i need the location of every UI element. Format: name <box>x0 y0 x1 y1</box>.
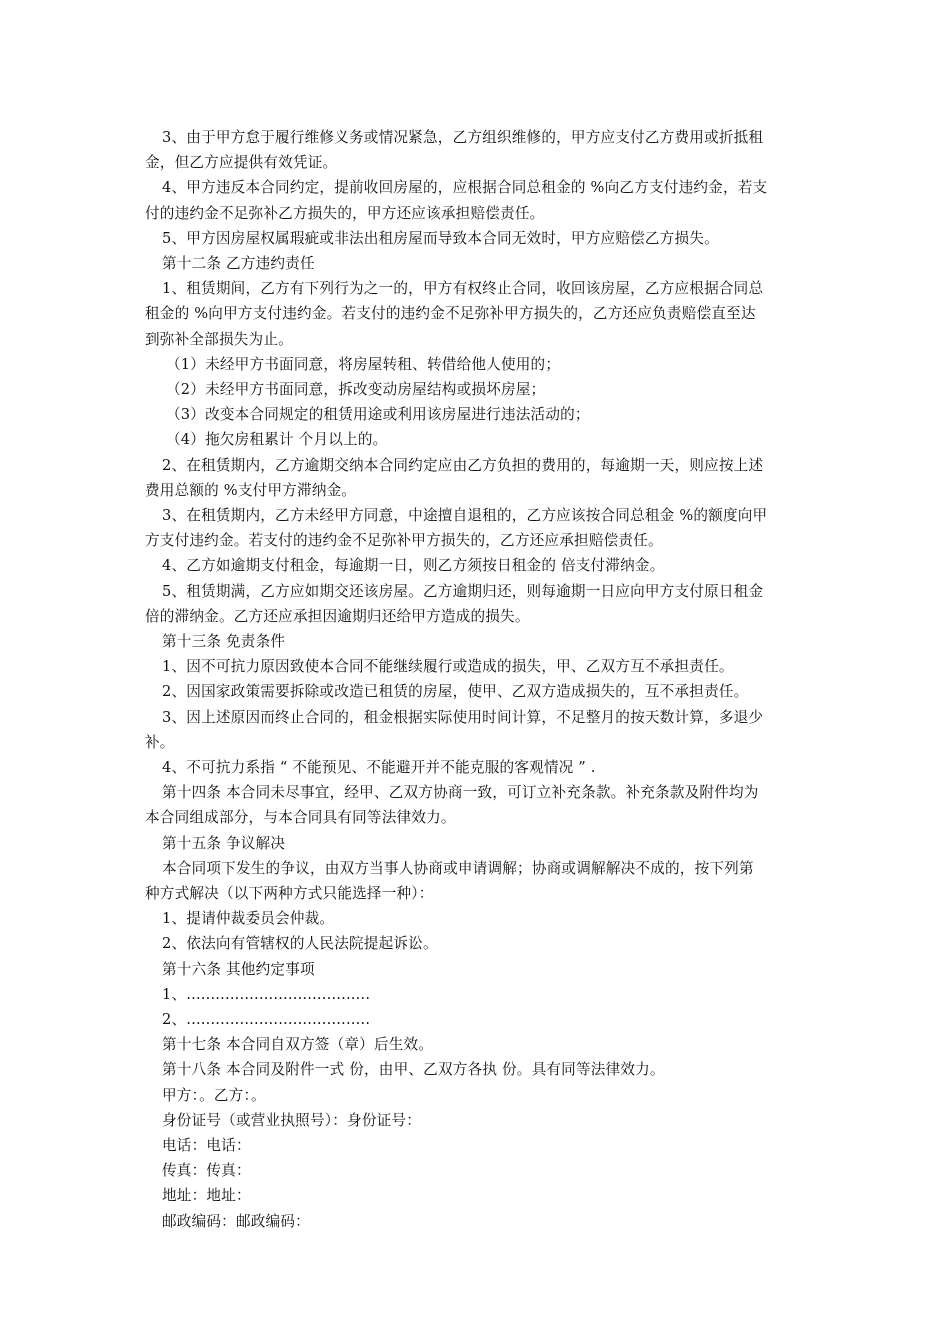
text-line: （2）未经甲方书面同意，拆改变动房屋结构或损坏房屋； <box>166 381 546 398</box>
text-line: 5、租赁期满，乙方应如期交还该房屋。乙方逾期归还，则每逾期一日应向甲方支付原日租金 <box>162 583 764 600</box>
text-line: 地址：地址： <box>162 1187 251 1204</box>
text-line: 1、提请仲裁委员会仲裁。 <box>162 910 335 927</box>
text-line: 到弥补全部损失为止。 <box>145 331 293 348</box>
text-line: 第十五条 争议解决 <box>162 835 286 852</box>
text-line: 4、甲方违反本合同约定，提前收回房屋的，应根据合同总租金的 %向乙方支付违约金，若支 <box>162 179 768 196</box>
text-line: 3、因上述原因而终止合同的，租金根据实际使用时间计算，不足整月的按天数计算，多退少 <box>162 709 764 726</box>
text-line: 电话：电话： <box>162 1137 251 1154</box>
text-line: 第十八条 本合同及附件一式 份，由甲、乙双方各执 份。具有同等法律效力。 <box>162 1061 665 1078</box>
text-line: 传真：传真： <box>162 1162 251 1179</box>
text-line: 本合同项下发生的争议，由双方当事人协商或申请调解；协商或调解解决不成的，按下列第 <box>162 860 754 877</box>
text-line: 付的违约金不足弥补乙方损失的，甲方还应该承担赔偿责任。 <box>145 205 545 222</box>
text-line: 3、在租赁期内，乙方未经甲方同意，中途擅自退租的，乙方应该按合同总租金 %的额度向甲 <box>162 507 768 524</box>
text-line: （1）未经甲方书面同意，将房屋转租、转借给他人使用的； <box>166 356 561 373</box>
text-line: （4）拖欠房租累计 个月以上的。 <box>166 431 388 448</box>
text-line: （3）改变本合同规定的租赁用途或利用该房屋进行违法活动的； <box>166 406 590 423</box>
text-line: 1、因不可抗力原因致使本合同不能继续履行或造成的损失，甲、乙双方互不承担责任。 <box>162 658 734 675</box>
text-line: 第十四条 本合同未尽事宜，经甲、乙双方协商一致，可订立补充条款。补充条款及附件均为 <box>162 784 759 801</box>
text-line: 补。 <box>145 734 175 751</box>
text-line: 甲方：。乙方：。 <box>162 1087 266 1104</box>
text-line: 1、...................................... <box>162 986 371 1003</box>
text-line: 第十三条 免责条件 <box>162 633 286 650</box>
text-line: 2、依法向有管辖权的人民法院提起诉讼。 <box>162 935 438 952</box>
text-line: 邮政编码：邮政编码： <box>162 1213 310 1230</box>
text-line: 方支付违约金。若支付的违约金不足弥补甲方损失的，乙方还应承担赔偿责任。 <box>145 532 663 549</box>
text-line: 第十七条 本合同自双方签（章）后生效。 <box>162 1036 434 1053</box>
text-line: 2、因国家政策需要拆除或改造已租赁的房屋，使甲、乙双方造成损失的，互不承担责任。 <box>162 683 749 700</box>
text-line: 4、乙方如逾期支付租金，每逾期一日，则乙方须按日租金的 倍支付滞纳金。 <box>162 557 665 574</box>
text-line: 本合同组成部分，与本合同具有同等法律效力。 <box>145 809 456 826</box>
text-line: 倍的滞纳金。乙方还应承担因逾期归还给甲方造成的损失。 <box>145 608 530 625</box>
text-line: 3、由于甲方怠于履行维修义务或情况紧急，乙方组织维修的，甲方应支付乙方费用或折抵租 <box>162 129 764 146</box>
text-line: 金，但乙方应提供有效凭证。 <box>145 154 338 171</box>
text-line: 租金的 %向甲方支付违约金。若支付的违约金不足弥补甲方损失的，乙方还应负责赔偿直至达 <box>145 305 756 322</box>
text-line: 种方式解决（以下两种方式只能选择一种）： <box>145 885 434 902</box>
text-line: 4、不可抗力系指 “ 不能预见、不能避开并不能克服的客观情况 ” . <box>162 759 596 776</box>
text-line: 1、租赁期间，乙方有下列行为之一的，甲方有权终止合同，收回该房屋，乙方应根据合同总 <box>162 280 764 297</box>
text-line: 身份证号（或营业执照号）：身份证号： <box>162 1112 421 1129</box>
text-line: 费用总额的 %支付甲方滞纳金。 <box>145 482 357 499</box>
text-line: 5、甲方因房屋权属瑕疵或非法出租房屋而导致本合同无效时，甲方应赔偿乙方损失。 <box>162 230 719 247</box>
text-line: 第十二条 乙方违约责任 <box>162 255 315 272</box>
text-line: 2、在租赁期内，乙方逾期交纳本合同约定应由乙方负担的费用的，每逾期一天，则应按上述 <box>162 457 764 474</box>
text-line: 第十六条 其他约定事项 <box>162 961 315 978</box>
text-line: 2、...................................... <box>162 1011 371 1028</box>
